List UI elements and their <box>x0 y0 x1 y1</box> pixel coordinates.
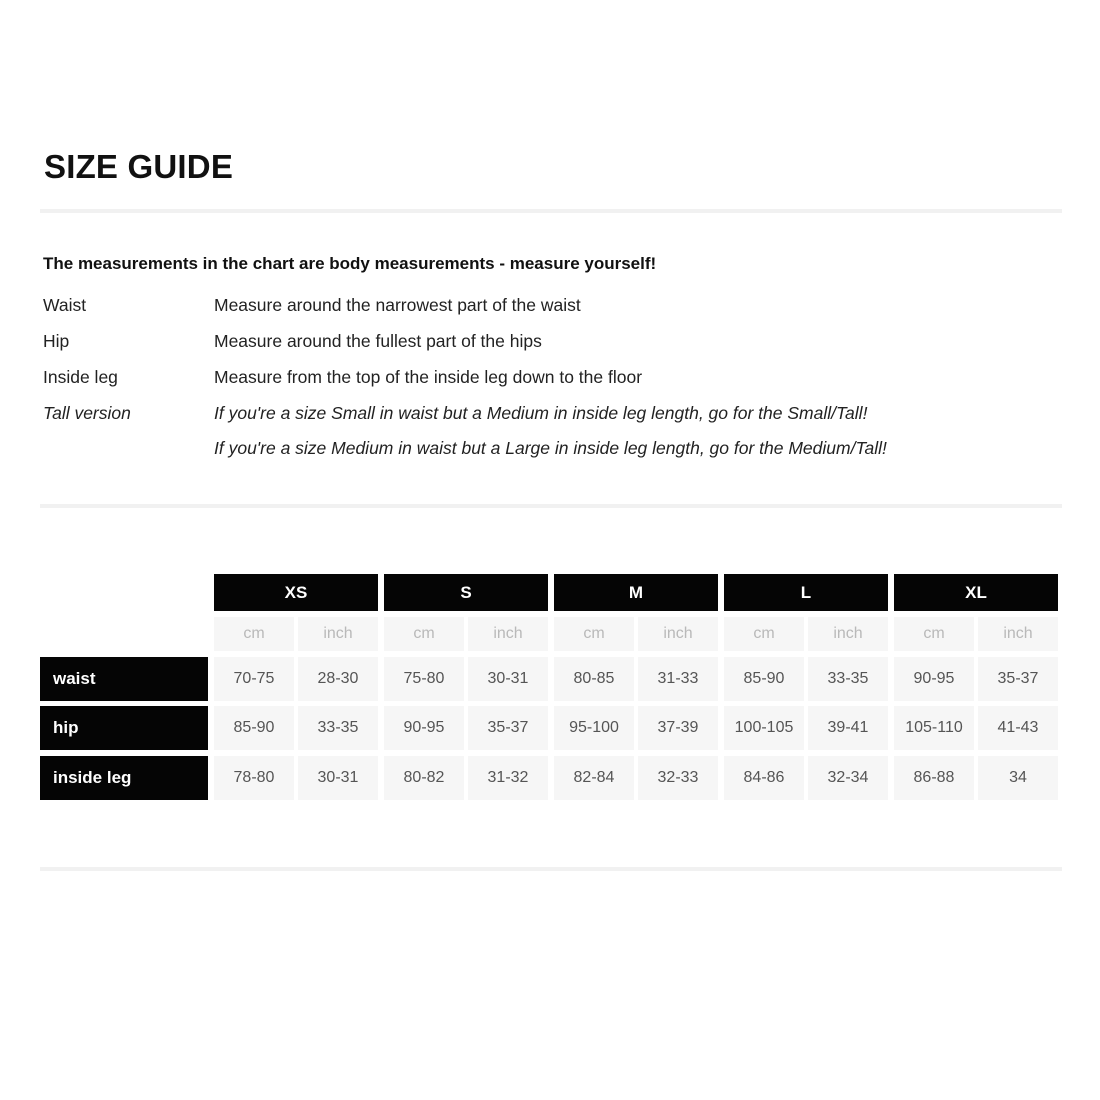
unit-label-cm: cm <box>894 617 974 651</box>
value-cell: 41-43 <box>978 706 1058 750</box>
unit-label-inch: inch <box>638 617 718 651</box>
value-cell: 80-85 <box>554 657 634 701</box>
size-header-s: S <box>384 574 548 611</box>
unit-label-cm: cm <box>554 617 634 651</box>
value-cell: 30-31 <box>468 657 548 701</box>
value-cell: 95-100 <box>554 706 634 750</box>
value-cell: 84-86 <box>724 756 804 800</box>
divider <box>40 867 1062 871</box>
measurement-label: Waist <box>43 295 87 315</box>
value-cell: 90-95 <box>384 706 464 750</box>
value-cell: 39-41 <box>808 706 888 750</box>
value-cell: 35-37 <box>978 657 1058 701</box>
page-title: SIZE GUIDE <box>44 148 234 185</box>
unit-label-cm: cm <box>214 617 294 651</box>
value-cell: 90-95 <box>894 657 974 701</box>
tall-version-row <box>0 403 1100 427</box>
tall-version-row-2 <box>0 438 1100 462</box>
measurement-row-hip <box>0 331 1100 355</box>
value-cell: 33-35 <box>808 657 888 701</box>
size-header-xl: XL <box>894 574 1058 611</box>
row-label-inside-leg: inside leg <box>40 756 208 800</box>
value-cell: 85-90 <box>724 657 804 701</box>
value-cell: 100-105 <box>724 706 804 750</box>
value-cell: 70-75 <box>214 657 294 701</box>
value-cell: 78-80 <box>214 756 294 800</box>
unit-label-cm: cm <box>384 617 464 651</box>
tall-version-note: If you're a size Medium in waist but a Large in inside leg length, go for the Medium/Tall! <box>214 438 887 458</box>
value-cell: 37-39 <box>638 706 718 750</box>
value-cell: 85-90 <box>214 706 294 750</box>
measurement-description: Measure around the narrowest part of the waist <box>214 295 581 315</box>
unit-label-inch: inch <box>808 617 888 651</box>
divider <box>40 209 1062 213</box>
value-cell: 30-31 <box>298 756 378 800</box>
value-cell: 31-33 <box>638 657 718 701</box>
value-cell: 32-33 <box>638 756 718 800</box>
measurement-description: Measure from the top of the inside leg down to the floor <box>214 367 643 387</box>
value-cell: 34 <box>978 756 1058 800</box>
value-cell: 32-34 <box>808 756 888 800</box>
intro-text: The measurements in the chart are body measurements - measure yourself! <box>43 254 657 273</box>
value-cell: 86-88 <box>894 756 974 800</box>
measurement-description: Measure around the fullest part of the hips <box>214 331 542 351</box>
size-header-m: M <box>554 574 718 611</box>
value-cell: 80-82 <box>384 756 464 800</box>
unit-label-inch: inch <box>298 617 378 651</box>
value-cell: 105-110 <box>894 706 974 750</box>
unit-label-cm: cm <box>724 617 804 651</box>
measurement-label: Inside leg <box>43 367 118 387</box>
value-cell: 75-80 <box>384 657 464 701</box>
unit-label-inch: inch <box>468 617 548 651</box>
measurement-label: Hip <box>43 331 70 351</box>
divider <box>40 504 1062 508</box>
tall-version-label: Tall version <box>43 403 131 423</box>
value-cell: 35-37 <box>468 706 548 750</box>
size-header-xs: XS <box>214 574 378 611</box>
value-cell: 31-32 <box>468 756 548 800</box>
row-label-hip: hip <box>40 706 208 750</box>
value-cell: 82-84 <box>554 756 634 800</box>
size-header-l: L <box>724 574 888 611</box>
unit-label-inch: inch <box>978 617 1058 651</box>
tall-version-note: If you're a size Small in waist but a Medium in inside leg length, go for the Small/Tall! <box>214 403 868 423</box>
value-cell: 28-30 <box>298 657 378 701</box>
measurement-row-inside-leg <box>0 367 1100 391</box>
value-cell: 33-35 <box>298 706 378 750</box>
row-label-waist: waist <box>40 657 208 701</box>
measurement-row-waist <box>0 295 1100 319</box>
